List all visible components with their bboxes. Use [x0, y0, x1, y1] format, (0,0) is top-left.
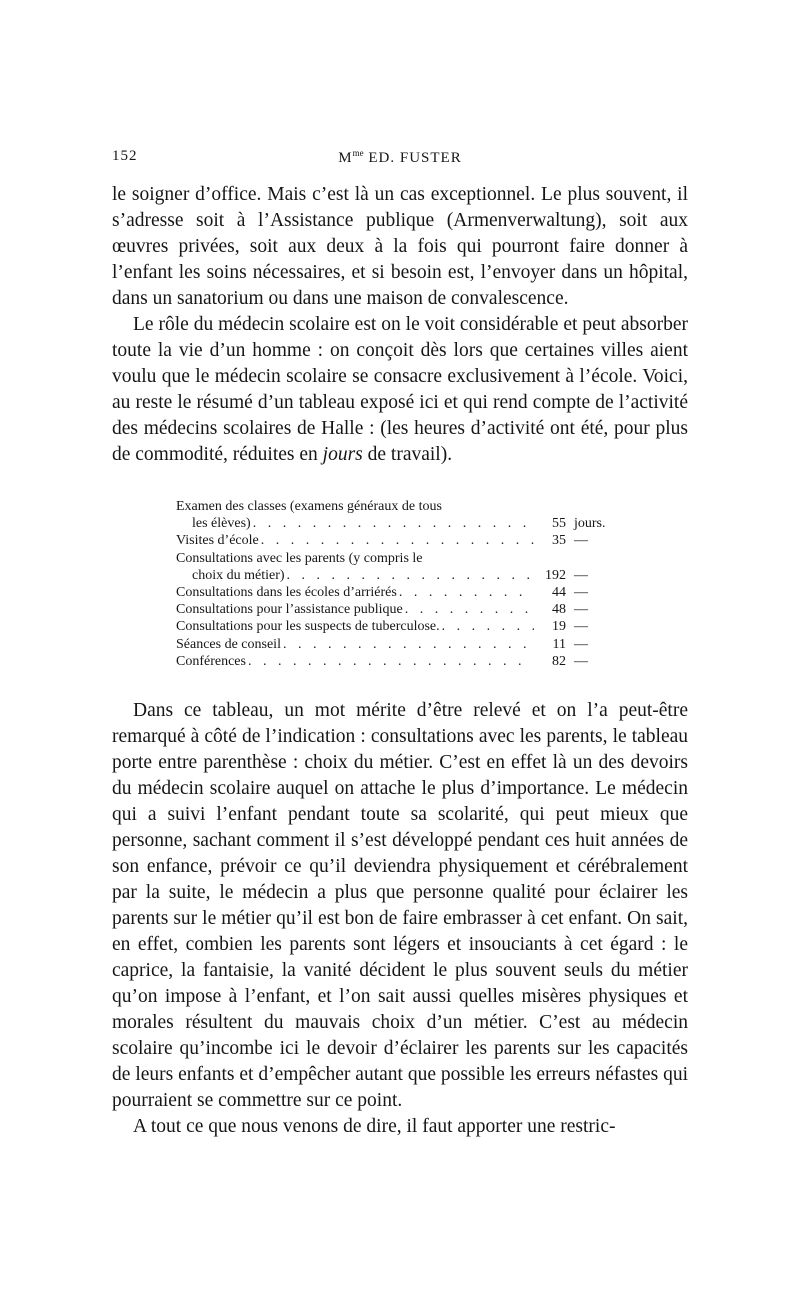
author-prefix: M [338, 150, 353, 166]
author-sup: me [352, 148, 364, 158]
paragraph-continued: le soigner d’office. Mais c’est là un cas exceptionnel. Le plus souvent, il s’adresse soit à l’Assistance publique (Armenverwaltung), soit aux œuvres privées, soit aux deux à la fois qui pourront faire donner à l’enfant les soins nécessaires, et si besoin est, l’envoyer dans un hôpital, dans un sanatorium ou dans une maison de convalescence. [112, 184, 688, 309]
table-row-value: 19 [552, 619, 566, 635]
table-row-label: Consultations pour l’assistance publique [176, 602, 403, 618]
dot-leader [405, 601, 534, 618]
italic-jours: jours [322, 444, 363, 465]
table-row-unit: jours. [574, 516, 606, 532]
table-row-value: 35 [552, 533, 566, 549]
table-row-unit: — [574, 619, 588, 635]
table-row [176, 498, 626, 515]
dot-leader [253, 515, 534, 532]
table-row-label: Séances de conseil [176, 636, 281, 652]
table-row-unit: — [574, 567, 588, 583]
table-row-unit: — [574, 533, 588, 549]
table-row-value: 48 [552, 602, 566, 618]
table-row [176, 653, 626, 670]
table-row-label: Examen des classes (examens généraux de tous [176, 499, 442, 514]
paragraph-role-medecin-end: de travail). [367, 444, 453, 465]
table-row-value: 82 [552, 653, 566, 669]
table-row [176, 550, 626, 567]
table-row-unit: — [574, 602, 588, 618]
paragraph-role-medecin [112, 312, 688, 468]
page-number: 152 [112, 148, 138, 164]
table-row-value: 11 [552, 636, 566, 652]
paragraph-choix-metier: Dans ce tableau, un mot mérite d’être relevé et on l’a peut-être remarqué à côté de l’indication : consultations avec les parents, le tableau porte entre parenthèse : choix du métier. C’est en effet là un des devoirs du médecin scolaire auquel on attache le plus d’importance. Le médecin qui a suivi l’enfant pendant toute sa scolarité, qui peut mieux que personne, sachant comment il s’est développé pendant ces huit années de son enfance, prévoir ce qu’il deviendra physiquement et cérébralement par la suite, le médecin a plus que personne qualité pour éclairer les parents sur le métier qu’il est bon de faire embrasser à cet enfant. On sait, en effet, combien les parents sont légers et insouciants à cet égard : le caprice, la fantaisie, la vanité décident le plus souvent seuls du métier qu’on impose à l’enfant, et l’on sait aussi quelles misères physiques et morales résultent du mauvais choix d’un métier. C’est au médecin scolaire qu’incombe ici le devoir d’éclairer les parents sur les capacités de leurs enfants et d’empêcher autant que possible les erreurs néfastes qui pourraient se commettre sur ce point. [112, 700, 688, 1111]
table-row-label: les élèves) [192, 516, 251, 532]
table-row [176, 515, 626, 532]
table-row-value: 192 [545, 567, 566, 583]
running-head [112, 148, 688, 167]
page-header [112, 146, 688, 170]
table-row [176, 601, 626, 618]
table-row-value: 55 [552, 516, 566, 532]
dot-leader [287, 567, 534, 584]
paragraph-role-medecin-text: Le rôle du médecin scolaire est on le voit considérable et peut absorber toute la vie d’un homme : on conçoit dès lors que certaines villes aient voulu que le médecin scolaire se consacre exclusivement à l’école. Voici, au reste le résumé d’un tableau exposé ici et qui rend compte de l’activité des médecins scolaires de Halle : (les heures d’activité ont été, pour plus de commodité, réduites en [112, 314, 688, 465]
table-row-label: Consultations avec les parents (y compris le [176, 550, 423, 566]
table-row-label: choix du métier) [192, 567, 285, 583]
dot-leader [261, 532, 534, 549]
text-block-after-table [112, 698, 688, 1140]
table-row-label: Consultations dans les écoles d’arriérés [176, 585, 397, 601]
table-row-label: Visites d’école [176, 533, 259, 549]
dot-leader [248, 653, 534, 670]
activity-table [176, 498, 626, 670]
table-row [176, 636, 626, 653]
table-row [176, 567, 626, 584]
table-row-unit: — [574, 636, 588, 652]
table-row-unit: — [574, 585, 588, 601]
table-row [176, 618, 626, 635]
dot-leader [442, 618, 534, 635]
table-row-label: Conférences [176, 653, 246, 669]
dot-leader [399, 584, 534, 601]
author-name: ED. FUSTER [368, 150, 462, 166]
table-row [176, 532, 626, 549]
table-row-label: Consultations pour les suspects de tuberculose. [176, 619, 440, 635]
text-block-before-table [112, 182, 688, 468]
table-row-value: 44 [552, 585, 566, 601]
table-row-unit: — [574, 653, 588, 669]
paragraph-restriction: A tout ce que nous venons de dire, il faut apporter une restric- [133, 1116, 616, 1137]
dot-leader [283, 636, 534, 653]
table-row [176, 584, 626, 601]
